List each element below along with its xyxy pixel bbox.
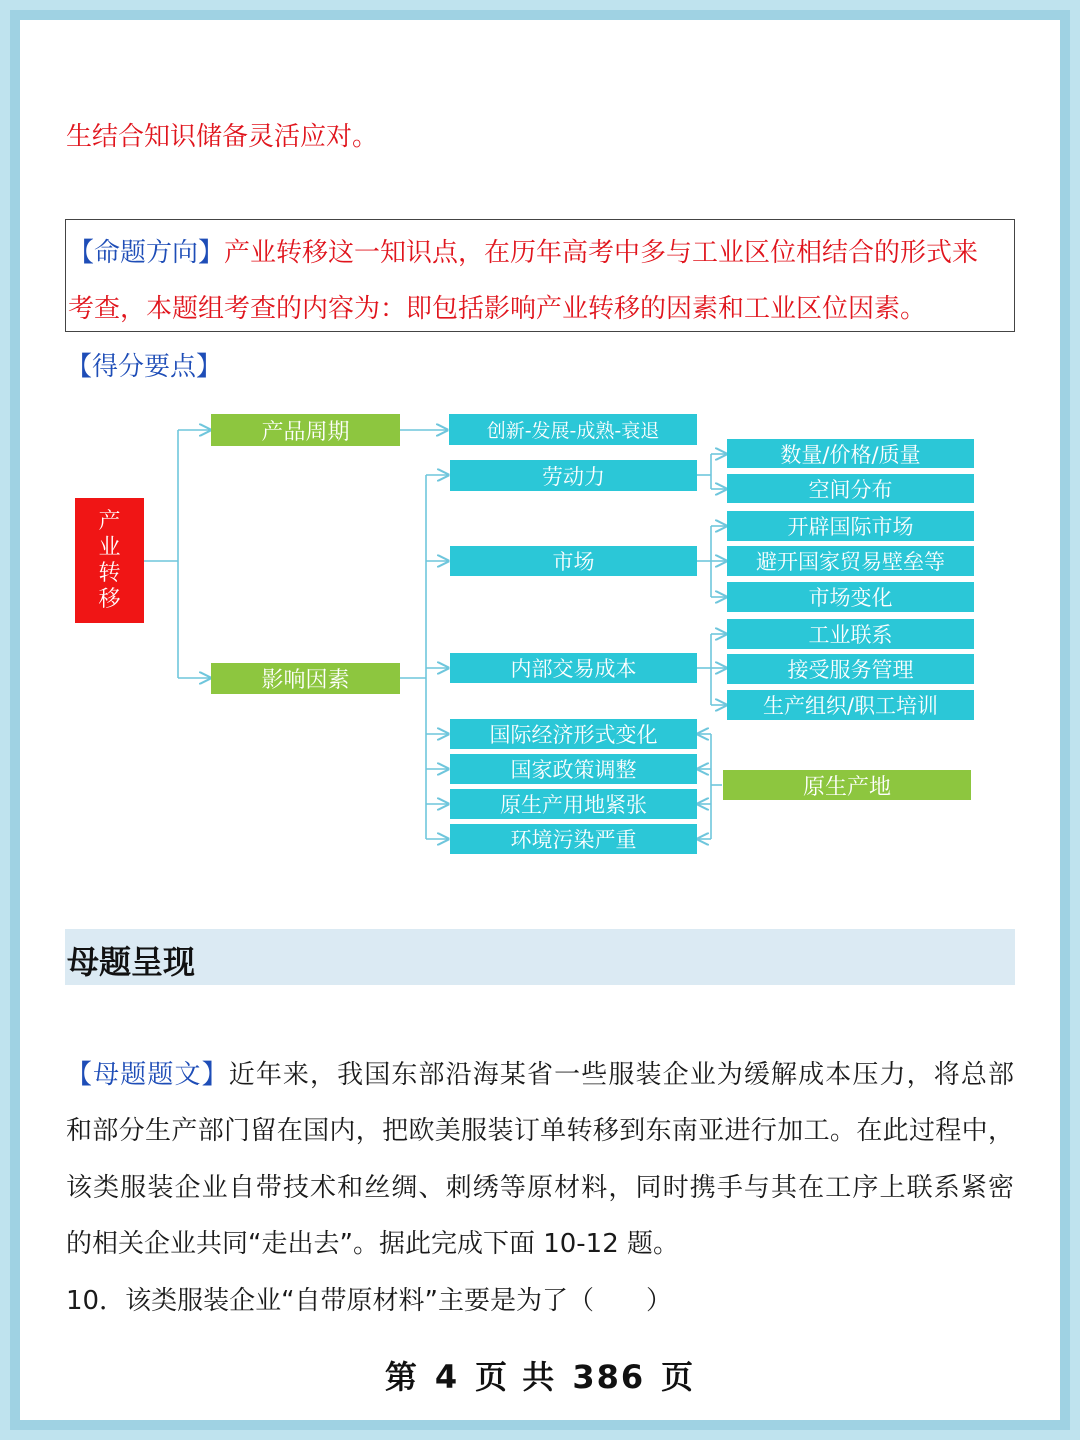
mother-text-label: 【母题题文】 [66, 1060, 229, 1090]
node-factors: 影响因素 [211, 663, 400, 694]
node-push-factor: 国际经济形式变化 [450, 719, 697, 749]
node-transaction-item: 接受服务管理 [727, 654, 974, 684]
mother-text-line-2: 和部分生产部门留在国内，把欧美服装订单转移到东南亚进行加工。在此过程中， [66, 1116, 1014, 1146]
node-transaction-cost: 内部交易成本 [450, 653, 697, 683]
question-10: 10．该类服装企业“自带原材料”主要是为了（ ） [66, 1286, 673, 1316]
node-product-cycle: 产品周期 [211, 414, 400, 446]
node-push-factor: 国家政策调整 [450, 754, 697, 784]
node-market-item: 避开国家贸易壁垒等 [727, 546, 974, 576]
node-labor-item: 数量/价格/质量 [727, 439, 974, 468]
mother-text-1: 近年来，我国东部沿海某省一些服装企业为缓解成本压力，将总部 [228, 1060, 1014, 1090]
mother-text-line-3: 该类服装企业自带技术和丝绸、刺绣等原材料，同时携手与其在工序上联系紧密 [66, 1173, 1014, 1203]
node-push-factor: 环境污染严重 [450, 824, 697, 854]
node-labor-item: 空间分布 [727, 474, 974, 503]
proposition-text-1: 产业转移这一知识点，在历年高考中多与工业区位相结合的形式来 [224, 238, 979, 268]
node-market-item: 市场变化 [727, 582, 974, 612]
node-market-item: 开辟国际市场 [727, 511, 974, 541]
footer-total-pages: 386 [572, 1358, 646, 1396]
node-transaction-item: 工业联系 [727, 619, 974, 649]
footer-mid: 页 共 [475, 1358, 557, 1396]
root-node-industry-transfer [75, 498, 144, 623]
node-transaction-item: 生产组织/职工培训 [727, 690, 974, 720]
mother-text-line-1 [66, 1054, 1014, 1091]
node-cycle-stages: 创新-发展-成熟-衰退 [449, 414, 697, 445]
node-market: 市场 [450, 546, 697, 576]
node-push-factor: 原生产用地紧张 [450, 789, 697, 819]
root-char: 转 [98, 560, 121, 586]
node-origin: 原生产地 [723, 770, 971, 800]
proposition-label: 【命题方向】 [68, 238, 225, 268]
footer-prefix: 第 [384, 1358, 419, 1396]
intro-line: 生结合知识储备灵活应对。 [66, 122, 379, 152]
section-header [65, 929, 1015, 985]
footer-current-page: 4 [434, 1358, 460, 1396]
section-title: 母题呈现 [67, 943, 196, 981]
proposition-line-2: 考查，本题组考查的内容为：即包括影响产业转移的因素和工业区位因素。 [68, 294, 927, 324]
mother-text-line-4: 的相关企业共同“走出去”。据此完成下面 10-12 题。 [66, 1229, 680, 1259]
score-label: 【得分要点】 [66, 352, 223, 382]
root-char: 移 [98, 586, 121, 612]
root-char: 产 [98, 508, 121, 534]
node-labor: 劳动力 [450, 460, 697, 491]
page-footer [0, 1352, 1080, 1398]
footer-suffix: 页 [661, 1358, 696, 1396]
root-char: 业 [98, 534, 121, 560]
